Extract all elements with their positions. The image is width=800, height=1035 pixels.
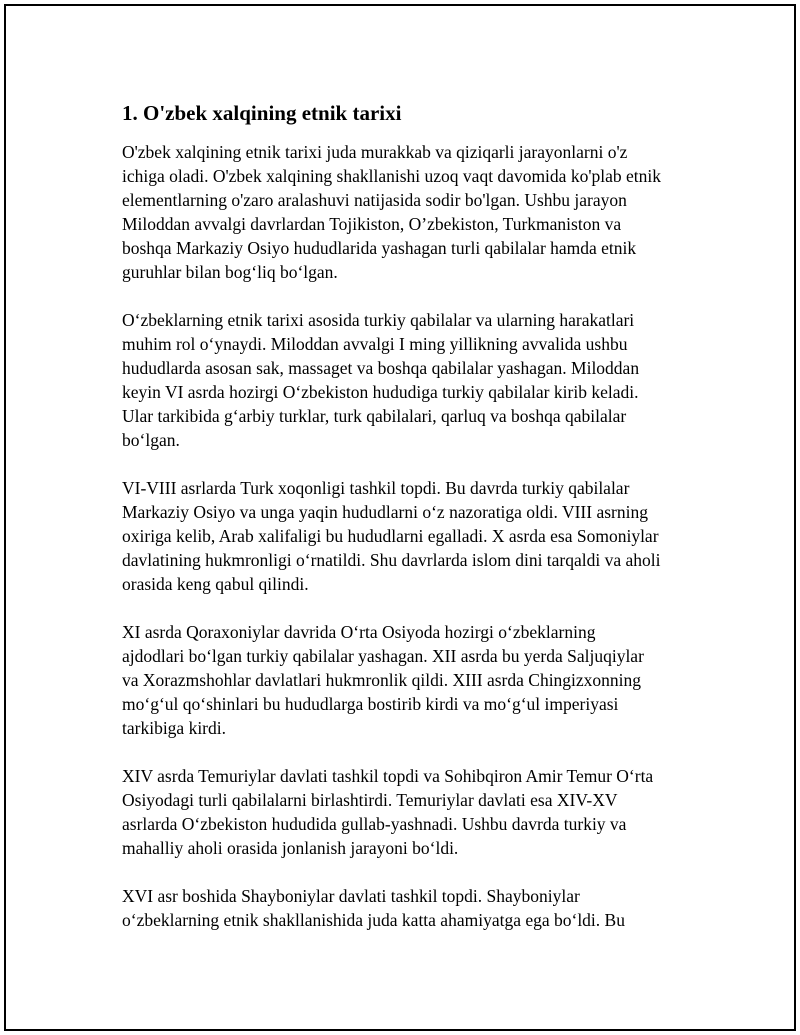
section-heading: 1. O'zbek xalqining etnik tarixi [122, 101, 402, 125]
document-content [122, 100, 702, 956]
paragraph-6: XVI asr boshida Shayboniylar davlati tashkil topdi. Shayboniylar o‘zbeklarning etnik shakllanishida juda katta ahamiyatga ega bo‘ldi. Bu [122, 886, 625, 930]
paragraph-5: XIV asrda Temuriylar davlati tashkil topdi va Sohibqiron Amir Temur O‘rta Osiyodagi turli qabilalarni birlashtirdi. Temuriylar davlati esa XIV-XV asrlarda O‘zbekiston hududida gullab-yashnadi. Ushbu davrda turkiy va mahalliy aholi orasida jonlanish jarayoni bo‘ldi. [122, 766, 654, 858]
paragraph-3: VI-VIII asrlarda Turk xoqonligi tashkil topdi. Bu davrda turkiy qabilalar Markaziy Osiyo va unga yaqin hududlarni o‘z nazoratiga oldi. VIII asrning oxiriga kelib, Arab xalifaligi bu hududlarni egalladi. X asrda esa Somoniylar davlatining hukmronligi o‘rnatildi. Shu davrlarda islom dini tarqaldi va aholi orasida keng qabul qilindi. [122, 478, 661, 594]
paragraph-1: O'zbek xalqining etnik tarixi juda murakkab va qiziqarli jarayonlarni o'z ichiga oladi. O'zbek xalqining shakllanishi uzoq vaqt davomida ko'plab etnik elementlarning o'zaro aralashuvi natijasida sodir bo'lgan. Ushbu jarayon Miloddan avvalgi davrlardan Tojikiston, O’zbekiston, Turkmaniston va boshqa Markaziy Osiyo hududlarida yashagan turli qabilalar hamda etnik guruhlar bilan bog‘liq bo‘lgan. [122, 142, 661, 282]
paragraph-2: O‘zbeklarning etnik tarixi asosida turkiy qabilalar va ularning harakatlari muhim rol o‘ynaydi. Miloddan avvalgi I ming yillikning avvalida ushbu hududlarda asosan sak, massaget va boshqa qabilalar yashagan. Miloddan keyin VI asrda hozirgi O‘zbekiston hududiga turkiy qabilalar kirib keladi. Ular tarkibida g‘arbiy turklar, turk qabilalari, qarluq va boshqa qabilalar bo‘lgan. [122, 310, 640, 450]
document-page [4, 4, 796, 1031]
paragraph-4: XI asrda Qoraxoniylar davrida O‘rta Osiyoda hozirgi o‘zbeklarning ajdodlari bo‘lgan turkiy qabilalar yashagan. XII asrda bu yerda Saljuqiylar va Xorazmshohlar davlatlari hukmronlik qildi. XIII asrda Chingizxonning mo‘g‘ul qo‘shinlari bu hududlarga bostirib kirdi va mo‘g‘ul imperiyasi tarkibiga kirdi. [122, 622, 644, 738]
